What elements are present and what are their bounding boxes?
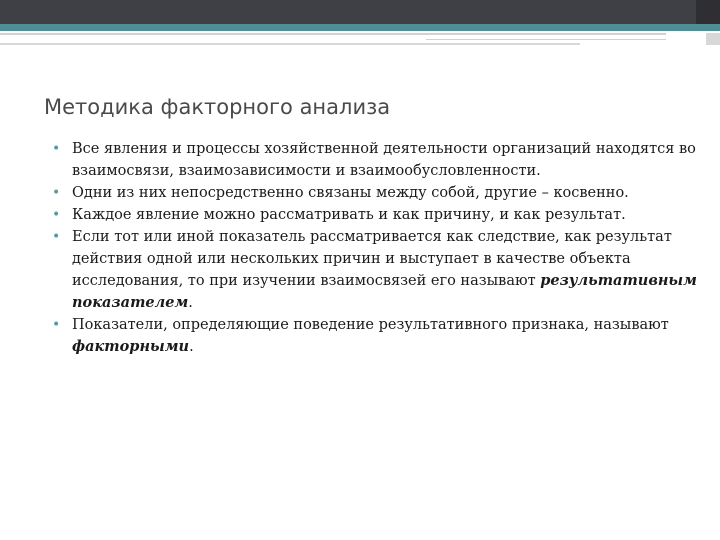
bullet-icon: • <box>52 207 61 223</box>
top-bar <box>0 0 720 24</box>
bullet-icon: • <box>52 317 61 333</box>
bullet-item <box>52 204 702 226</box>
bullet-text-end: . <box>188 295 193 311</box>
bullet-item <box>52 138 702 182</box>
decorative-block <box>706 33 720 45</box>
bullet-text: Если тот или иной показатель рассматривается как следствие, как результат действия одной или нескольких причин и выступает в качестве объекта исследования, то при изучении взаимосвязей его называют <box>72 229 672 289</box>
bullet-icon: • <box>52 229 61 245</box>
bullet-list <box>52 138 702 358</box>
bullet-item <box>52 314 702 358</box>
term-highlight: факторными <box>72 338 190 355</box>
bullet-item <box>52 226 702 314</box>
bullet-text: Показатели, определяющие поведение результативного признака, называют <box>72 317 669 333</box>
bullet-item <box>52 182 702 204</box>
bullet-icon: • <box>52 185 61 201</box>
bullet-text-end: . <box>189 339 194 355</box>
accent-stripe <box>0 24 720 31</box>
decorative-line <box>426 39 666 40</box>
bullet-text: Каждое явление можно рассматривать и как причину, и как результат. <box>72 207 626 223</box>
decorative-line <box>0 43 580 45</box>
bullet-icon: • <box>52 141 61 157</box>
decorative-line <box>0 33 666 35</box>
bullet-text: Все явления и процессы хозяйственной деятельности организаций находятся во взаимосвязи, взаимозависимости и взаимообусловленности. <box>72 141 696 179</box>
top-bar-end <box>696 0 720 24</box>
bullet-text: Одни из них непосредственно связаны между собой, другие – косвенно. <box>72 185 629 201</box>
slide-title: Методика факторного анализа <box>44 95 391 119</box>
term-highlight: результативным показателем <box>72 272 697 311</box>
